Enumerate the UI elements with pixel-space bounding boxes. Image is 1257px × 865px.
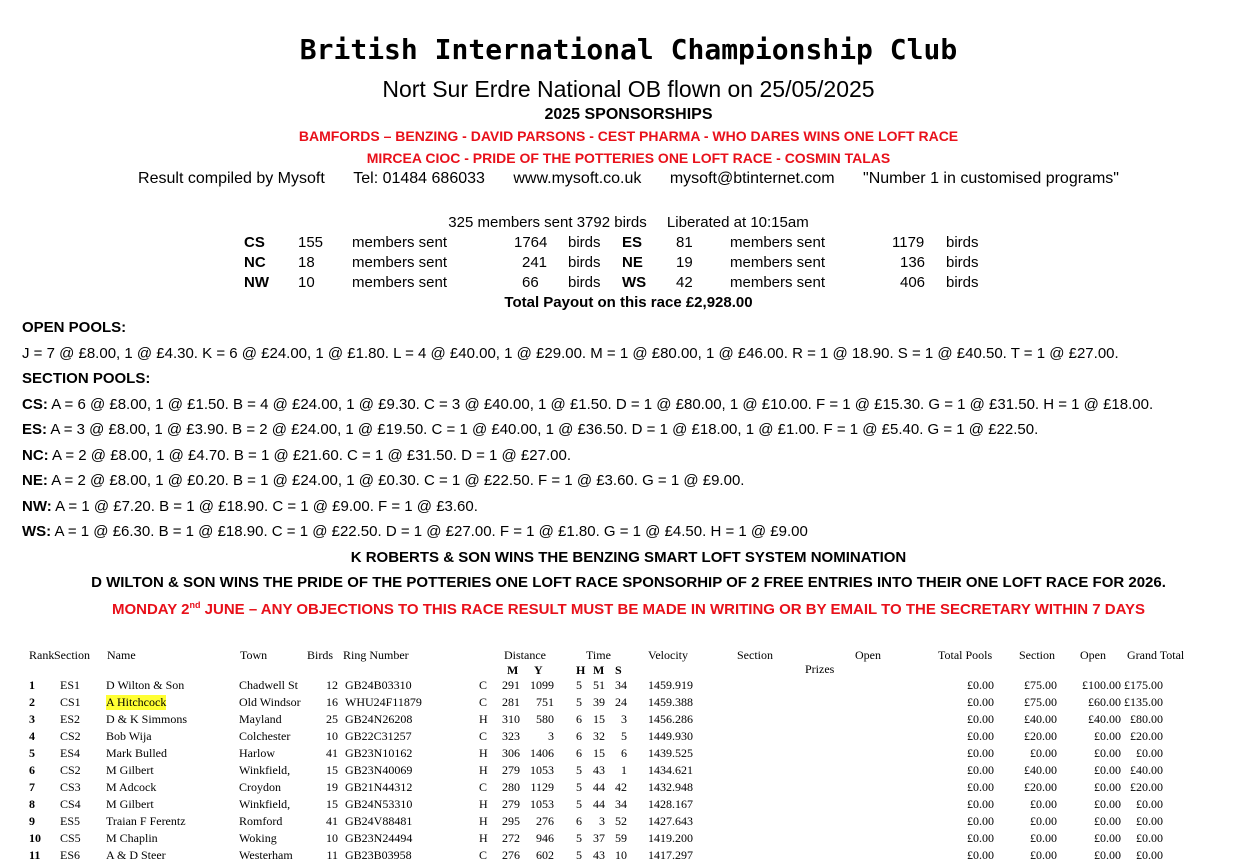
section-pool-text: A = 2 @ £8.00, 1 @ £4.70. B = 1 @ £21.60. C = 1 @ £31.50. D = 1 @ £27.00. [52,447,571,464]
telephone: Tel: 01484 686033 [353,170,485,187]
section-members-label: members sent [352,234,448,251]
sponsors-line-1: BAMFORDS – BENZING - DAVID PARSONS - CEST PHARMA - WHO DARES WINS ONE LOFT RACE [298,128,959,144]
rank-cell: 1 [29,678,35,692]
minutes-cell: 15 [593,712,605,726]
open-total-cell: £0.00 [1094,746,1121,760]
table-row [0,746,1257,763]
hours-cell: 6 [576,712,582,726]
velocity-cell: 1456.286 [648,712,693,726]
birds-cell: 10 [326,831,338,845]
header-miles: M [507,663,519,677]
town-cell: Chadwell St [239,678,298,692]
ring-cell: GB24V88481 [345,814,413,828]
velocity-cell: 1427.643 [648,814,693,828]
rank-cell: 10 [29,831,41,845]
section-total-cell: £40.00 [1024,763,1057,777]
potteries-notice: D WILTON & SON WINS THE PRIDE OF THE POTTERIES ONE LOFT RACE SPONSORHIP OF 2 FREE ENTRIES INTO THEIR ONE LOFT RACE FOR 2026. [91,574,1166,591]
section-birds-label: birds [946,254,979,271]
total-pools-cell: £0.00 [967,678,994,692]
grand-total-cell: £0.00 [1136,797,1163,811]
section-birds-label: birds [946,274,979,291]
minutes-cell: 32 [593,729,605,743]
hours-cell: 6 [576,729,582,743]
section-pool-line [22,396,1153,413]
hours-cell: 5 [576,780,582,794]
name-cell: M Gilbert [106,763,154,777]
section-code: CS [244,234,265,251]
open-total-cell: £0.00 [1094,831,1121,845]
town-cell: Westerham [239,848,293,862]
velocity-cell: 1419.200 [648,831,693,845]
contact-line [0,170,1257,188]
miles-cell: 306 [502,746,520,760]
seconds-cell: 6 [621,746,627,760]
yards-cell: 1406 [530,746,554,760]
header-distance: Distance [504,648,546,662]
name-cell: M Chaplin [106,831,158,845]
section-birds: 406 [900,274,926,291]
section-pool-line [22,472,744,489]
header-time: Time [586,648,611,662]
ring-cell: GB23B03958 [345,848,412,862]
seconds-cell: 34 [615,678,627,692]
birds-cell: 11 [326,848,338,862]
yards-cell: 1053 [530,797,554,811]
grand-total-cell: £175.00 [1124,678,1163,692]
section-code: WS [622,274,647,291]
clock-type-cell: C [479,678,488,692]
seconds-cell: 10 [615,848,627,862]
birds-cell: 19 [326,780,338,794]
name-cell: D Wilton & Son [106,678,185,692]
section-members: 10 [298,274,315,291]
name-cell: M Adcock [106,780,157,794]
section-total-cell: £0.00 [1030,814,1057,828]
grand-total-cell: £20.00 [1130,780,1163,794]
section-cell: CS5 [60,831,81,845]
section-total-cell: £75.00 [1024,695,1057,709]
open-total-cell: £40.00 [1088,712,1121,726]
open-total-cell: £0.00 [1094,729,1121,743]
velocity-cell: 1459.388 [648,695,693,709]
section-code: NW [244,274,269,291]
minutes-cell: 43 [593,763,605,777]
header-hours: H [576,663,586,677]
hours-cell: 6 [576,814,582,828]
section-members-label: members sent [730,254,826,271]
section-code: ES [622,234,643,251]
ring-cell: GB24N26208 [345,712,413,726]
rank-cell: 11 [29,848,41,862]
miles-cell: 281 [502,695,520,709]
seconds-cell: 3 [621,712,627,726]
minutes-cell: 44 [593,797,605,811]
minutes-cell: 43 [593,848,605,862]
section-members: 19 [676,254,693,271]
miles-cell: 276 [502,848,520,862]
minutes-cell: 3 [599,814,605,828]
section-total-cell: £40.00 [1024,712,1057,726]
header-seconds: S [615,663,622,677]
hours-cell: 5 [576,848,582,862]
header-total-pools: Total Pools [938,648,993,662]
total-pools-cell: £0.00 [967,797,994,811]
header-birds: Birds [307,648,334,662]
section-birds: 66 [522,274,539,291]
total-pools-cell: £0.00 [967,814,994,828]
total-pools-cell: £0.00 [967,695,994,709]
hours-cell: 5 [576,797,582,811]
table-row [0,763,1257,780]
objection-date: MONDAY 2 [111,601,190,618]
hours-cell: 5 [576,695,582,709]
ring-cell: GB22C31257 [345,729,412,743]
name-cell: M Gilbert [106,797,154,811]
yards-cell: 946 [536,831,554,845]
town-cell: Colchester [239,729,291,743]
table-row [0,814,1257,831]
open-total-cell: £60.00 [1088,695,1121,709]
header-open-prize: Open [855,648,881,662]
section-cell: CS4 [60,797,81,811]
minutes-cell: 15 [593,746,605,760]
yards-cell: 751 [536,695,554,709]
seconds-cell: 1 [621,763,627,777]
rank-cell: 4 [29,729,35,743]
miles-cell: 291 [502,678,520,692]
section-cell: CS1 [60,695,81,709]
miles-cell: 279 [502,797,520,811]
header-yards: Y [534,663,543,677]
name-cell: Traian F Ferentz [106,814,186,828]
header-section-prize: Section [737,648,773,662]
name-cell: D & K Simmons [106,712,188,726]
name-cell: A & D Steer [106,848,166,862]
seconds-cell: 5 [621,729,627,743]
header-prizes: Prizes [805,662,835,676]
town-cell: Harlow [239,746,275,760]
section-pool-line [22,447,571,464]
section-total-cell: £0.00 [1030,848,1057,862]
section-pool-text: A = 2 @ £8.00, 1 @ £0.20. B = 1 @ £24.00, 1 @ £0.30. C = 1 @ £22.50. F = 1 @ £3.60. G = 1 @ £9.00. [51,472,745,489]
header-velocity: Velocity [648,648,688,662]
section-members-label: members sent [730,274,826,291]
grand-total-cell: £0.00 [1136,848,1163,862]
section-code: NE [622,254,643,271]
section-birds: 1179 [892,234,925,251]
section-members-label: members sent [352,254,448,271]
section-birds: 136 [900,254,926,271]
section-members: 155 [298,234,324,251]
ring-cell: GB21N44312 [345,780,413,794]
section-members-label: members sent [352,274,448,291]
rank-cell: 2 [29,695,35,709]
section-birds: 1764 [514,234,548,251]
ring-cell: WHU24F11879 [345,695,422,709]
table-row [0,831,1257,848]
velocity-cell: 1417.297 [648,848,693,862]
velocity-cell: 1432.948 [648,780,693,794]
table-body [0,678,1257,865]
rank-cell: 3 [29,712,35,726]
yards-cell: 1053 [530,763,554,777]
section-pool-code: ES: [22,421,48,438]
section-cell: ES5 [60,814,81,828]
slogan: "Number 1 in customised programs" [863,170,1119,187]
section-pool-code: NE: [22,472,48,489]
birds-cell: 25 [326,712,338,726]
total-pools-cell: £0.00 [967,831,994,845]
velocity-cell: 1459.919 [648,678,693,692]
minutes-cell: 51 [593,678,605,692]
open-pools-heading: OPEN POOLS: [22,319,127,336]
town-cell: Mayland [239,712,282,726]
section-code: NC [244,254,266,271]
header-name: Name [107,648,136,662]
grand-total-cell: £20.00 [1130,729,1163,743]
section-cell: CS2 [60,729,81,743]
rank-cell: 5 [29,746,35,760]
results-table [0,648,1257,865]
velocity-cell: 1449.930 [648,729,693,743]
clock-type-cell: H [479,814,488,828]
section-pool-text: A = 3 @ £8.00, 1 @ £3.90. B = 2 @ £24.00, 1 @ £19.50. C = 1 @ £40.00, 1 @ £36.50. D = 1 @ £18.00, 1 @ £1.00. F = 1 @ £5.40. G = 1 @ £22.50. [50,421,1039,438]
minutes-cell: 37 [593,831,605,845]
clock-type-cell: C [479,780,488,794]
section-cell: ES2 [60,712,81,726]
section-pool-line [22,523,808,540]
hours-cell: 5 [576,763,582,777]
rank-cell: 8 [29,797,35,811]
yards-cell: 276 [536,814,554,828]
yards-cell: 602 [536,848,554,862]
grand-total-cell: £0.00 [1136,831,1163,845]
town-cell: Winkfield, [239,797,291,811]
header-grand-total: Grand Total [1127,648,1185,662]
open-total-cell: £100.00 [1082,678,1121,692]
hours-cell: 6 [576,746,582,760]
open-total-cell: £0.00 [1094,780,1121,794]
section-summary-grid [244,234,1004,294]
section-cell: ES6 [60,848,81,862]
birds-cell: 15 [326,797,338,811]
section-birds-label: birds [946,234,979,251]
town-cell: Romford [239,814,283,828]
table-row [0,729,1257,746]
section-pools-heading: SECTION POOLS: [22,370,151,387]
hours-cell: 5 [576,678,582,692]
objection-date-suffix: nd [189,600,201,610]
miles-cell: 272 [502,831,520,845]
ring-cell: GB24N53310 [345,797,413,811]
birds-cell: 16 [326,695,338,709]
birds-cell: 41 [326,814,338,828]
hours-cell: 5 [576,831,582,845]
section-pool-line [22,498,478,515]
birds-cell: 12 [326,678,338,692]
website: www.mysoft.co.uk [513,170,642,187]
total-payout: Total Payout on this race £2,928.00 [504,294,753,311]
grand-total-cell: £0.00 [1136,814,1163,828]
section-members: 18 [298,254,315,271]
header-open-total: Open [1080,648,1106,662]
velocity-cell: 1428.167 [648,797,693,811]
total-pools-cell: £0.00 [967,712,994,726]
table-header-row [0,648,1257,663]
header-ring: Ring Number [343,648,409,662]
section-total-cell: £20.00 [1024,780,1057,794]
town-cell: Winkfield, [239,763,291,777]
ring-cell: GB23N10162 [345,746,413,760]
birds-cell: 41 [326,746,338,760]
table-row [0,712,1257,729]
section-members: 81 [676,234,693,251]
sponsorship-heading: 2025 SPONSORSHIPS [544,106,713,123]
total-pools-cell: £0.00 [967,848,994,862]
clock-type-cell: C [479,695,488,709]
race-title: Nort Sur Erdre National OB flown on 25/05/2025 [382,76,875,102]
email: mysoft@btinternet.com [669,170,835,187]
section-pool-text: A = 6 @ £8.00, 1 @ £1.50. B = 4 @ £24.00, 1 @ £9.30. C = 3 @ £40.00, 1 @ £1.50. D = 1 @ £80.00, 1 @ £10.00. F = 1 @ £15.30. G = 1 @ £31.50. H = 1 @ £18.00. [51,396,1154,413]
section-total-cell: £75.00 [1024,678,1057,692]
miles-cell: 280 [502,780,520,794]
club-title: British International Championship Club [299,33,958,66]
total-pools-cell: £0.00 [967,763,994,777]
total-pools-cell: £0.00 [967,780,994,794]
section-pool-code: NC: [22,447,49,464]
seconds-cell: 59 [615,831,627,845]
total-pools-cell: £0.00 [967,729,994,743]
clock-type-cell: H [479,831,488,845]
header-section: Section [54,648,90,662]
grand-total-cell: £80.00 [1130,712,1163,726]
section-total-cell: £0.00 [1030,831,1057,845]
section-birds-label: birds [568,234,601,251]
total-pools-cell: £0.00 [967,746,994,760]
grand-total-cell: £135.00 [1124,695,1163,709]
table-row [0,678,1257,695]
miles-cell: 279 [502,763,520,777]
compiled-by: Result compiled by Mysoft [138,170,325,187]
town-cell: Old Windsor [239,695,301,709]
clock-type-cell: C [479,729,488,743]
seconds-cell: 24 [615,695,627,709]
seconds-cell: 34 [615,797,627,811]
birds-cell: 10 [326,729,338,743]
sent-summary [0,214,1257,231]
section-pool-code: WS: [22,523,52,540]
header-rank: Rank [29,648,55,662]
name-cell: A Hitchcock [106,695,167,709]
section-birds: 241 [522,254,548,271]
yards-cell: 580 [536,712,554,726]
yards-cell: 1099 [530,678,554,692]
open-total-cell: £0.00 [1094,797,1121,811]
clock-type-cell: H [479,712,488,726]
miles-cell: 323 [502,729,520,743]
header-minutes: M [593,663,605,677]
seconds-cell: 52 [615,814,627,828]
section-total-cell: £20.00 [1024,729,1057,743]
section-pool-code: CS: [22,396,48,413]
section-pool-text: A = 1 @ £7.20. B = 1 @ £18.90. C = 1 @ £9.00. F = 1 @ £3.60. [55,498,478,515]
grand-total-cell: £0.00 [1136,746,1163,760]
section-pool-line [22,421,1038,438]
section-pool-code: NW: [22,498,52,515]
section-cell: ES4 [60,746,81,760]
objection-notice [0,600,1257,618]
ring-cell: GB24B03310 [345,678,412,692]
liberation-time: Liberated at 10:15am [666,214,809,231]
section-summary-row [244,254,1004,274]
section-birds-label: birds [568,254,601,271]
section-summary-row [244,234,1004,254]
section-birds-label: birds [568,274,601,291]
table-subheader-row [0,663,1257,678]
section-summary-row [244,274,1004,294]
yards-cell: 1129 [530,780,554,794]
clock-type-cell: C [479,848,488,862]
miles-cell: 295 [502,814,520,828]
name-cell: Mark Bulled [106,746,167,760]
section-members-label: members sent [730,234,826,251]
ring-cell: GB23N24494 [345,831,413,845]
objection-text: JUNE – ANY OBJECTIONS TO THIS RACE RESULT MUST BE MADE IN WRITING OR BY EMAIL TO THE SECRETARY WITHIN 7 DAYS [200,601,1146,618]
section-total-cell: £0.00 [1030,746,1057,760]
section-cell: ES1 [60,678,81,692]
members-sent-total: 325 members sent 3792 birds [448,214,647,231]
sponsors-line-2: MIRCEA CIOC - PRIDE OF THE POTTERIES ONE LOFT RACE - COSMIN TALAS [366,150,891,166]
header-section-total: Section [1019,648,1055,662]
minutes-cell: 44 [593,780,605,794]
birds-cell: 15 [326,763,338,777]
section-cell: CS3 [60,780,81,794]
open-pools-text: J = 7 @ £8.00, 1 @ £4.30. K = 6 @ £24.00, 1 @ £1.80. L = 4 @ £40.00, 1 @ £29.00. M = 1 @ £80.00, 1 @ £46.00. R = 1 @ 18.90. S = 1 @ £40.50. T = 1 @ £27.00. [22,345,1119,362]
clock-type-cell: H [479,746,488,760]
town-cell: Croydon [239,780,281,794]
section-cell: CS2 [60,763,81,777]
rank-cell: 7 [29,780,35,794]
velocity-cell: 1439.525 [648,746,693,760]
benzing-notice: K ROBERTS & SON WINS THE BENZING SMART LOFT SYSTEM NOMINATION [350,549,907,566]
rank-cell: 6 [29,763,35,777]
velocity-cell: 1434.621 [648,763,693,777]
open-total-cell: £0.00 [1094,814,1121,828]
grand-total-cell: £40.00 [1130,763,1163,777]
minutes-cell: 39 [593,695,605,709]
section-total-cell: £0.00 [1030,797,1057,811]
open-total-cell: £0.00 [1094,848,1121,862]
yards-cell: 3 [548,729,554,743]
section-pool-text: A = 1 @ £6.30. B = 1 @ £18.90. C = 1 @ £22.50. D = 1 @ £27.00. F = 1 @ £1.80. G = 1 @ £4.50. H = 1 @ £9.00 [54,523,808,540]
header-town: Town [240,648,268,662]
section-members: 42 [676,274,693,291]
table-row [0,780,1257,797]
name-cell: Bob Wija [106,729,152,743]
rank-cell: 9 [29,814,35,828]
table-row [0,695,1257,712]
ring-cell: GB23N40069 [345,763,413,777]
open-total-cell: £0.00 [1094,763,1121,777]
clock-type-cell: H [479,763,488,777]
clock-type-cell: H [479,797,488,811]
seconds-cell: 42 [615,780,627,794]
miles-cell: 310 [502,712,520,726]
town-cell: Woking [239,831,277,845]
table-row [0,797,1257,814]
